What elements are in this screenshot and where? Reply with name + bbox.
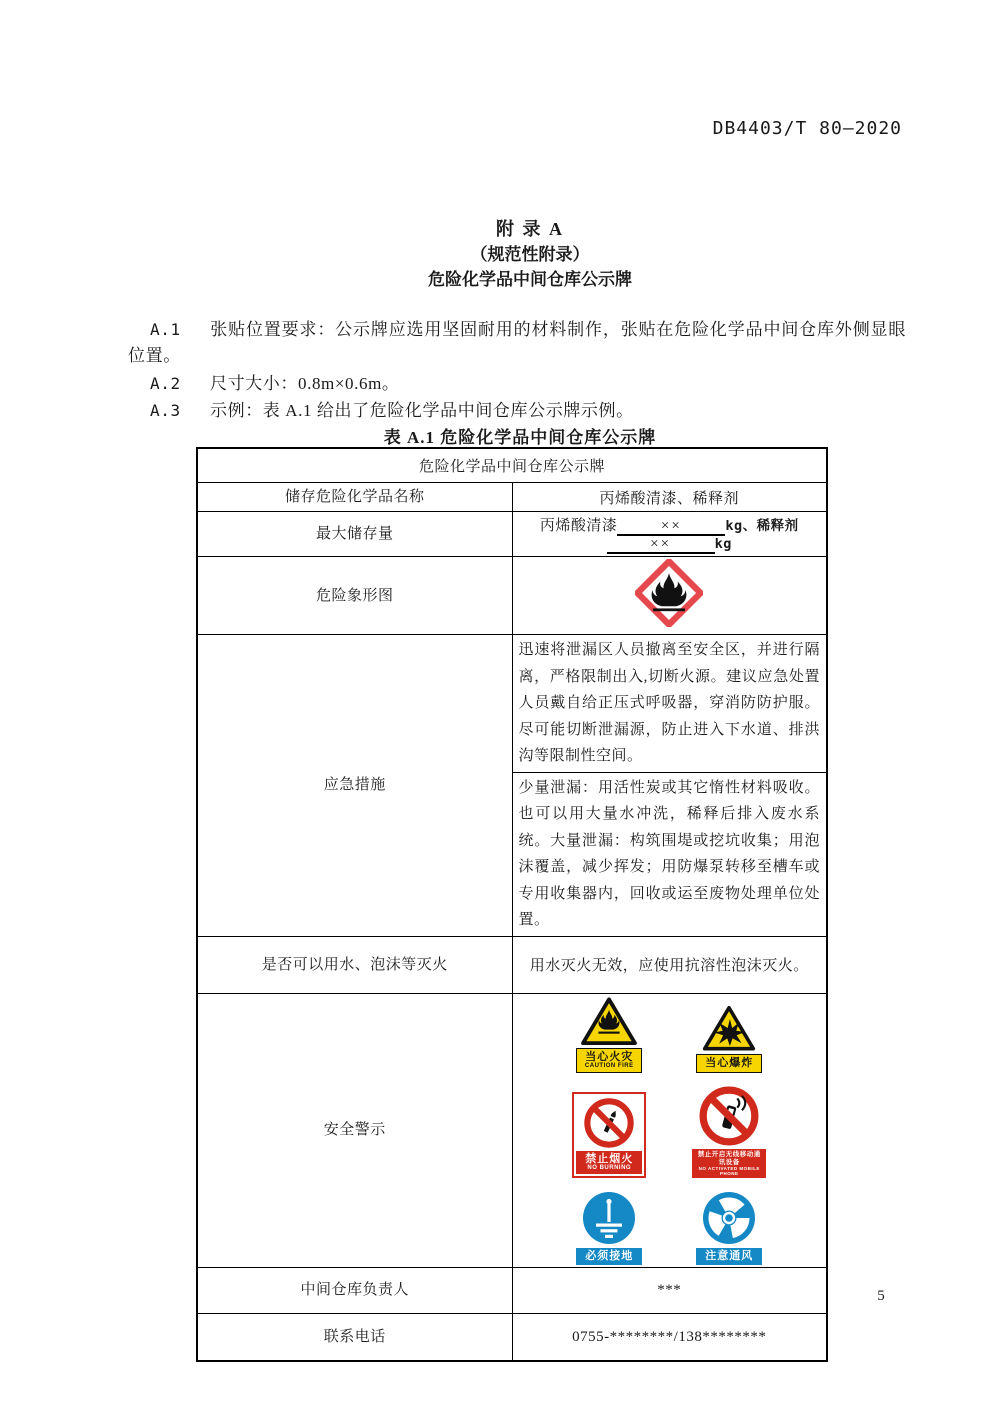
no-mobile-phone-sign [692,1085,766,1178]
notice-board-table [196,447,828,1362]
max-storage-item2-qty-blank: ×× [607,536,715,554]
chemical-name-label: 储存危险化学品名称 [197,483,512,512]
safety-signs-grid [519,996,821,1265]
table-row [197,936,827,993]
must-ground-icon [581,1190,637,1246]
clause-a2-label: A.2 [150,374,181,393]
clause-a2 [128,371,906,397]
ventilation-sign [692,1190,766,1265]
table-row [197,448,827,483]
caution-explosion-label: 当心爆炸 [696,1054,762,1073]
emergency-label: 应急措施 [197,635,512,937]
table-row [197,512,827,557]
must-ground-label: 必须接地 [576,1248,642,1265]
caution-explosion-sign [692,1004,766,1073]
emergency-step1: 迅速将泄漏区人员撤离至安全区，并进行隔离，严格限制出入,切断火源。建议应急处置人员戴自给正压式呼吸器，穿消防防护服。尽可能切断泄漏源，防止进入下水道、排洪沟等限制性空间。 [512,635,827,773]
ghs-flammable-pictogram-icon [635,559,703,627]
max-storage-item1-name: 丙烯酸清漆 [539,518,618,534]
max-storage-item1-qty-blank: ×× [617,518,725,536]
pictogram-cell [512,557,827,635]
max-storage-item2-unit: kg [714,536,732,552]
max-storage-item1-unit: kg、稀释剂 [725,518,799,534]
clause-a1 [128,317,906,369]
table-row [197,1267,827,1313]
no-burning-sign [572,1092,646,1179]
must-ground-sign [572,1190,646,1265]
manager-label: 中间仓库负责人 [197,1267,512,1313]
no-burning-label: 禁止烟火 NO BURNING [576,1151,642,1175]
table-row [197,993,827,1267]
clause-a3 [128,398,906,424]
page-number: 5 [877,1288,885,1304]
warning-signs-cell [512,993,827,1267]
ventilation-label: 注意通风 [696,1248,762,1265]
clause-a1-label: A.1 [150,320,181,339]
clause-a3-label: A.3 [150,401,181,420]
table-caption: 表 A.1 危险化学品中间仓库公示牌 [383,428,657,447]
manager-value: *** [512,1267,827,1313]
table-row [197,635,827,773]
ventilation-icon [701,1190,757,1246]
clause-a1-text: 张贴位置要求：公示牌应选用坚固耐用的材料制作，张贴在危险化学品中间仓库外侧显眼位置。 [128,320,906,365]
clause-a2-text: 尺寸大小：0.8m×0.6m。 [210,374,400,393]
table-row [197,557,827,635]
chemical-name-value: 丙烯酸清漆、稀释剂 [512,483,827,512]
extinguish-value: 用水灭火无效，应使用抗溶性泡沫灭火。 [512,936,827,993]
caution-explosion-icon [702,1004,756,1052]
phone-value: 0755-********/138******** [512,1313,827,1361]
emergency-step2: 少量泄漏：用活性炭或其它惰性材料吸收。也可以用大量水冲洗，稀释后排入废水系统。大量泄漏：构筑围堤或挖坑收集；用泡沫覆盖，减少挥发；用防爆泵转移至槽车或专用收集器内，回收或运至废物处理单位处置。 [512,772,827,936]
appendix-title-block [60,216,992,292]
caution-fire-sign [572,996,646,1074]
table-row [197,1313,827,1361]
extinguish-label: 是否可以用水、泡沫等灭火 [197,936,512,993]
clause-a3-text: 示例：表 A.1 给出了危险化学品中间仓库公示牌示例。 [210,401,634,420]
no-mobile-phone-icon [698,1085,760,1147]
pictogram-label: 危险象形图 [197,557,512,635]
phone-label: 联系电话 [197,1313,512,1361]
caution-fire-icon [580,996,638,1046]
appendix-subtitle: （规范性附录） [470,245,590,264]
standard-number: DB4403/T 80—2020 [712,118,902,139]
no-burning-icon [583,1097,635,1149]
appendix-heading: 危险化学品中间仓库公示牌 [428,270,632,289]
board-title: 危险化学品中间仓库公示牌 [197,448,827,483]
appendix-title: 附 录 A [496,219,564,239]
max-storage-label: 最大储存量 [197,512,512,557]
no-mobile-phone-label: 禁止开启无线移动通讯设备 NO ACTIVATED MOBILE PHONE [692,1149,766,1178]
max-storage-value [512,512,827,557]
warning-label: 安全警示 [197,993,512,1267]
caution-fire-label: 当心火灾 CAUTION FIRE [576,1048,642,1074]
table-row [197,483,827,512]
